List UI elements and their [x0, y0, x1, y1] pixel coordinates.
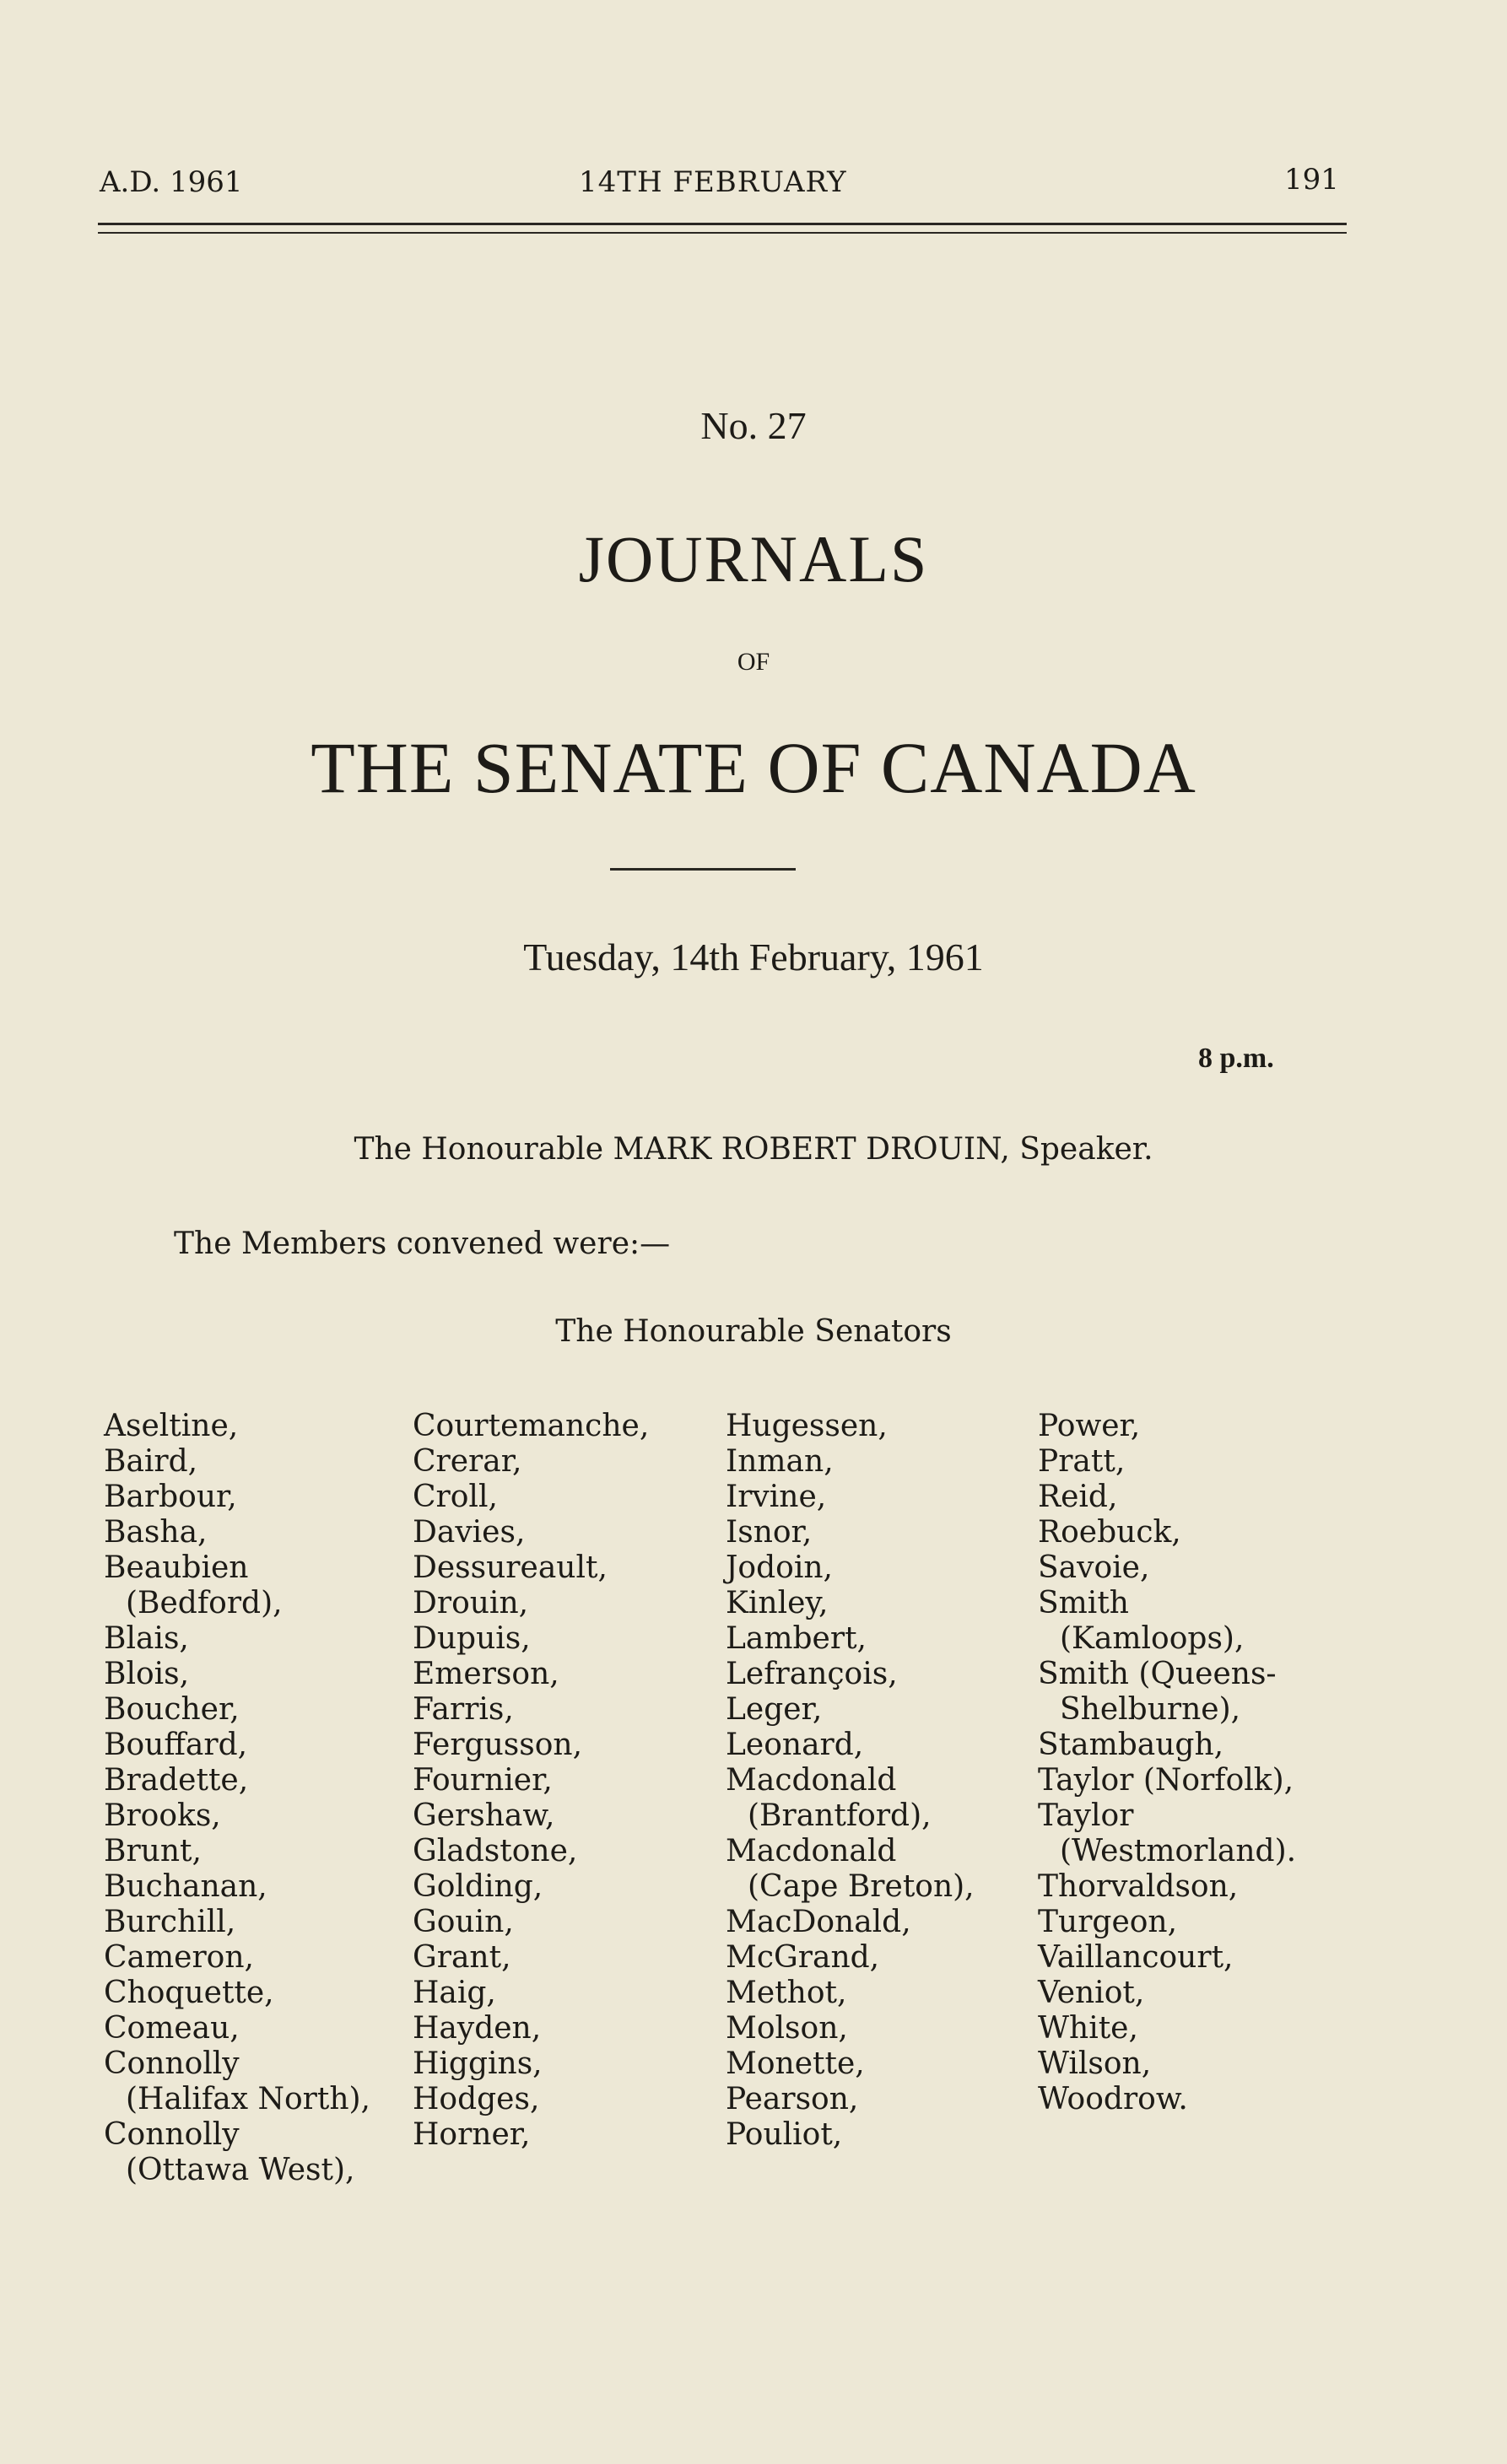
- senator-name: Fournier,: [413, 1763, 553, 1798]
- senator-name: Monette,: [726, 2046, 865, 2081]
- senator-name: Leger,: [726, 1692, 823, 1727]
- senator-name: (Brantford),: [748, 1798, 932, 1833]
- senator-name: Davies,: [413, 1515, 526, 1550]
- senator-name: Hayden,: [413, 2011, 542, 2046]
- senators-column-1: [104, 1409, 370, 2188]
- senator-name: Croll,: [413, 1480, 498, 1514]
- journals-title: JOURNALS: [578, 522, 929, 596]
- senator-name: Emerson,: [413, 1657, 559, 1691]
- senator-name: Buchanan,: [104, 1869, 267, 1904]
- senator-name: Boucher,: [104, 1692, 240, 1727]
- journal-number: No. 27: [700, 404, 807, 447]
- senator-name: Gouin,: [413, 1905, 514, 1939]
- senator-name: Taylor: [1038, 1798, 1134, 1833]
- senator-name: Bradette,: [104, 1763, 249, 1798]
- senator-name: Roebuck,: [1038, 1515, 1181, 1550]
- senator-name: Bouffard,: [104, 1728, 248, 1762]
- senator-name: Irvine,: [726, 1480, 827, 1514]
- senator-name: (Ottawa West),: [126, 2153, 355, 2187]
- senator-name: Golding,: [413, 1869, 543, 1904]
- senator-name: Crerar,: [413, 1444, 522, 1479]
- senator-name: Blais,: [104, 1621, 189, 1656]
- senator-name: Leonard,: [726, 1728, 864, 1762]
- senator-name: Grant,: [413, 1940, 511, 1975]
- senators-column-3: [726, 1409, 975, 2153]
- senator-name: Dupuis,: [413, 1621, 531, 1656]
- senator-name: Inman,: [726, 1444, 834, 1479]
- senator-name: Woodrow.: [1038, 2082, 1188, 2116]
- senator-name: Pratt,: [1038, 1444, 1126, 1479]
- senator-name: Power,: [1038, 1409, 1141, 1443]
- senator-name: Gershaw,: [413, 1798, 555, 1833]
- senators-column-2: [413, 1409, 649, 2153]
- senator-name: MacDonald,: [726, 1905, 911, 1939]
- senator-name: Methot,: [726, 1976, 847, 2010]
- header-rule-bottom: [98, 232, 1347, 234]
- senator-name: Burchill,: [104, 1905, 236, 1939]
- speaker-line: The Honourable MARK ROBERT DROUIN, Speaker.: [354, 1132, 1153, 1167]
- senator-name: Connolly: [104, 2117, 240, 2152]
- senator-name: Cameron,: [104, 1940, 254, 1975]
- senator-name: White,: [1038, 2011, 1138, 2046]
- sitting-time: 8 p.m.: [1198, 1043, 1274, 1074]
- senator-name: Baird,: [104, 1444, 198, 1479]
- senator-name: Comeau,: [104, 2011, 240, 2046]
- senator-name: Farris,: [413, 1692, 514, 1727]
- senator-name: Wilson,: [1038, 2046, 1152, 2081]
- senator-name: Turgeon,: [1038, 1905, 1178, 1939]
- senator-name: Higgins,: [413, 2046, 543, 2081]
- senator-name: Barbour,: [104, 1480, 237, 1514]
- senator-name: Smith (Queens-: [1038, 1657, 1277, 1691]
- senator-name: Brunt,: [104, 1834, 202, 1868]
- senator-name: Shelburne),: [1060, 1692, 1241, 1727]
- senator-name: Connolly: [104, 2046, 240, 2081]
- senator-name: Vaillancourt,: [1038, 1940, 1234, 1975]
- header-year: A.D. 1961: [100, 165, 243, 199]
- senator-name: Taylor (Norfolk),: [1038, 1763, 1294, 1798]
- senator-name: Courtemanche,: [413, 1409, 650, 1443]
- senator-name: Basha,: [104, 1515, 208, 1550]
- senator-name: Macdonald: [726, 1763, 897, 1798]
- senator-name: Gladstone,: [413, 1834, 578, 1868]
- senator-name: (Kamloops),: [1060, 1621, 1245, 1656]
- senator-name: Smith: [1038, 1586, 1129, 1620]
- senator-name: Molson,: [726, 2011, 848, 2046]
- senator-name: Beaubien: [104, 1550, 249, 1585]
- senator-name: Aseltine,: [104, 1409, 239, 1443]
- senator-name: (Halifax North),: [126, 2082, 370, 2116]
- senator-name: Macdonald: [726, 1834, 897, 1868]
- senator-name: Thorvaldson,: [1038, 1869, 1239, 1904]
- senator-name: Kinley,: [726, 1586, 829, 1620]
- title-divider: [610, 868, 796, 871]
- sitting-date: Tuesday, 14th February, 1961: [523, 935, 984, 979]
- senator-name: Horner,: [413, 2117, 531, 2152]
- senator-name: Reid,: [1038, 1480, 1118, 1514]
- senator-name: Stambaugh,: [1038, 1728, 1224, 1762]
- senator-name: (Westmorland).: [1060, 1834, 1297, 1868]
- senator-name: Pearson,: [726, 2082, 859, 2116]
- senator-name: Jodoin,: [726, 1550, 833, 1585]
- senator-name: Lefrançois,: [726, 1657, 898, 1691]
- senator-name: Haig,: [413, 1976, 496, 2010]
- senator-name: McGrand,: [726, 1940, 880, 1975]
- senator-name: Choquette,: [104, 1976, 274, 2010]
- senator-name: Dessureault,: [413, 1550, 608, 1585]
- senator-name: Veniot,: [1038, 1976, 1145, 2010]
- senators-heading: The Honourable Senators: [555, 1314, 952, 1349]
- of-line: OF: [737, 648, 770, 676]
- senator-name: Isnor,: [726, 1515, 813, 1550]
- senator-name: Hodges,: [413, 2082, 540, 2116]
- senator-name: Pouliot,: [726, 2117, 843, 2152]
- senator-name: Lambert,: [726, 1621, 867, 1656]
- senator-name: Fergusson,: [413, 1728, 583, 1762]
- header-rule-top: [98, 223, 1347, 225]
- senators-column-4: [1038, 1409, 1296, 2117]
- senate-title: THE SENATE OF CANADA: [311, 727, 1196, 808]
- senator-name: (Bedford),: [126, 1586, 283, 1620]
- senator-name: Hugessen,: [726, 1409, 888, 1443]
- header-date: 14TH FEBRUARY: [579, 165, 847, 199]
- senator-name: Savoie,: [1038, 1550, 1150, 1585]
- senator-name: Drouin,: [413, 1586, 529, 1620]
- senator-name: Blois,: [104, 1657, 190, 1691]
- senator-name: Brooks,: [104, 1798, 221, 1833]
- page-number: 191: [1284, 163, 1339, 197]
- convened-line: The Members convened were:—: [174, 1227, 671, 1261]
- senator-name: (Cape Breton),: [748, 1869, 975, 1904]
